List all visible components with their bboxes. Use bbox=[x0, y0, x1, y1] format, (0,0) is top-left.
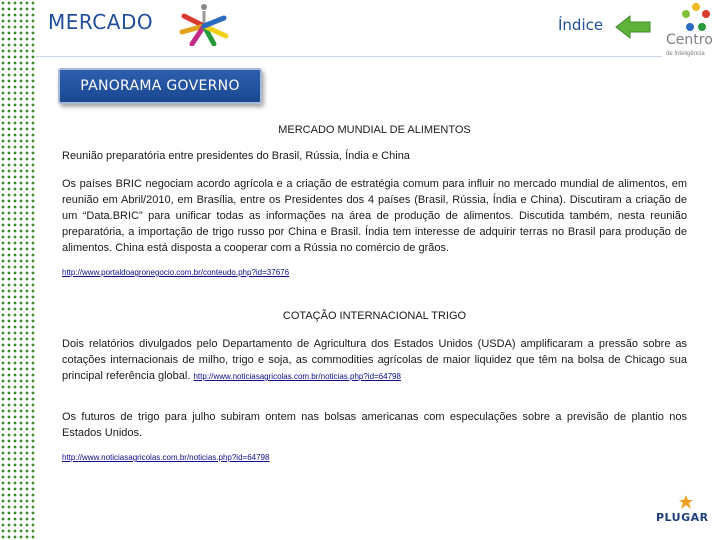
colorful-figures-icon bbox=[178, 2, 230, 46]
brand-subtitle: de Inteligência bbox=[666, 51, 705, 57]
header bbox=[36, 0, 720, 57]
article-heading: MERCADO MUNDIAL DE ALIMENTOS bbox=[278, 124, 471, 136]
brand-name: Centro bbox=[666, 32, 713, 48]
plugar-logo-icon bbox=[678, 494, 694, 510]
index-link[interactable]: Índice bbox=[558, 16, 604, 34]
header-divider bbox=[36, 56, 662, 57]
plugar-logo bbox=[652, 494, 718, 538]
left-dotted-strip bbox=[0, 0, 36, 540]
article-body: Os países BRIC negociam acordo agrícola e a criação de estratégia comum para influir no mercado mundial de alimentos, em reunião em Abril/2010, em Brasília, entre os Presidentes dos 4 países (Brasil, Rússia, Índia e China). Discutiram a criação de um “Data.BRIC” para unificar todas as informações na área de produção de alimentos. Discutida também, nesta reunião preparatória, a importação de trigo russo por China e Brasil. Índia tem interesse de adquirir terras no Brasil para produção de alimentos. China está disposta a cooperar com a Rússia no comércio de grãos. bbox=[62, 178, 687, 254]
plugar-logo-text: PLUGAR bbox=[656, 511, 709, 524]
back-arrow-icon[interactable] bbox=[614, 14, 654, 40]
source-link[interactable]: http://www.noticiasagricolas.com.br/noticias.php?id=64798 bbox=[62, 453, 270, 462]
source-link[interactable]: http://www.portaldoagronegocio.com.br/conteudo.php?id=37676 bbox=[62, 268, 290, 277]
article-subheading: Reunião preparatória entre presidentes do Brasil, Rússia, Índia e China bbox=[62, 150, 410, 162]
section-button[interactable]: PANORAMA GOVERNO bbox=[58, 68, 262, 104]
article-body-text: Dois relatórios divulgados pelo Departamento de Agricultura dos Estados Unidos (USDA) amplificaram a pressão sobre as cotações internacionais de milho, trigo e soja, as commodities agrícolas de maior liquidez que têm na bolsa de Chicago sua principal referência global. bbox=[62, 338, 687, 382]
centro-brand bbox=[660, 2, 720, 64]
article-body bbox=[62, 336, 687, 385]
source-link[interactable]: http://www.noticiasagricolas.com.br/noticias.php?id=64798 bbox=[193, 372, 401, 381]
page-title: MERCADO bbox=[48, 10, 154, 34]
article-heading: COTAÇÃO INTERNACIONAL TRIGO bbox=[282, 310, 467, 322]
article-body: Os futuros de trigo para julho subiram ontem nas bolsas americanas com especulações sobre a previsão de plantio nos Estados Unidos. bbox=[62, 411, 687, 439]
main-content bbox=[62, 122, 687, 463]
centro-logo-icon bbox=[680, 2, 712, 34]
